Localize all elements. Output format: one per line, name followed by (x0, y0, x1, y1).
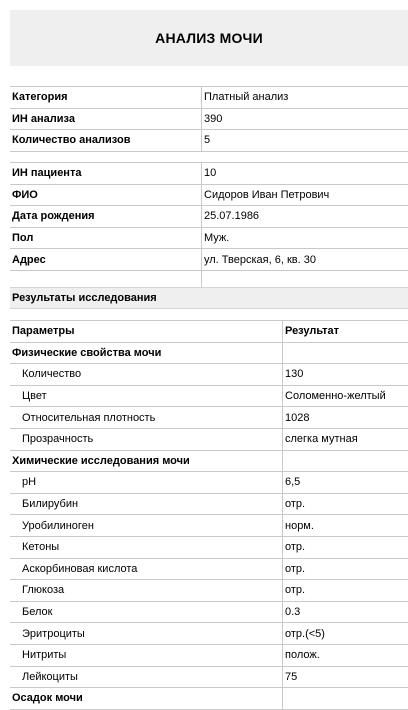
results-header-row (10, 321, 408, 343)
parameter-value: отр. (283, 493, 408, 515)
analysis-info-table (10, 86, 408, 152)
info-row (10, 206, 408, 228)
results-row (10, 623, 408, 645)
parameter-name: Белок (10, 601, 283, 623)
parameter-value: 130 (283, 364, 408, 386)
parameter-name: Относительная плотность (10, 407, 283, 429)
parameter-name: Уробилиноген (10, 515, 283, 537)
parameter-name: Глюкоза (10, 580, 283, 602)
info-row (10, 184, 408, 206)
results-group-row (10, 450, 408, 472)
results-row (10, 580, 408, 602)
results-group-label: Химические исследования мочи (10, 450, 283, 472)
parameter-value: 1028 (283, 407, 408, 429)
parameter-value: Соломенно-желтый (283, 385, 408, 407)
results-row (10, 364, 408, 386)
results-row (10, 407, 408, 429)
info-label: Категория (10, 87, 202, 109)
info-value: ул. Тверская, 6, кв. 30 (202, 249, 408, 271)
info-value: 25.07.1986 (202, 206, 408, 228)
results-group-label: Осадок мочи (10, 688, 283, 710)
parameter-value: 75 (283, 666, 408, 688)
info-row (10, 108, 408, 130)
parameter-value: 6,5 (283, 472, 408, 494)
empty-cell (283, 342, 408, 364)
results-row (10, 536, 408, 558)
parameter-value: отр. (283, 580, 408, 602)
parameter-value: отр. (283, 536, 408, 558)
results-row (10, 385, 408, 407)
param-header: Параметры (10, 321, 283, 343)
title-bar (10, 10, 408, 66)
results-section-title: Результаты исследования (10, 287, 408, 309)
results-row (10, 493, 408, 515)
empty-cell (283, 450, 408, 472)
info-row (10, 227, 408, 249)
info-row (10, 163, 408, 185)
results-row (10, 644, 408, 666)
results-group-label: Физические свойства мочи (10, 342, 283, 364)
parameter-value: норм. (283, 515, 408, 537)
info-label: ФИО (10, 184, 202, 206)
parameter-value: полож. (283, 644, 408, 666)
results-group-row (10, 342, 408, 364)
info-value: 5 (202, 130, 408, 152)
info-value: 10 (202, 163, 408, 185)
results-table (10, 320, 408, 710)
parameter-value: отр.(<5) (283, 623, 408, 645)
parameter-value: слегка мутная (283, 428, 408, 450)
info-row (10, 249, 408, 271)
parameter-name: Кетоны (10, 536, 283, 558)
info-value: Муж. (202, 227, 408, 249)
parameter-name: Цвет (10, 385, 283, 407)
info-label: ИН анализа (10, 108, 202, 130)
parameter-name: Прозрачность (10, 428, 283, 450)
parameter-name: Эритроциты (10, 623, 283, 645)
info-value: Сидоров Иван Петрович (202, 184, 408, 206)
info-label: ИН пациента (10, 163, 202, 185)
parameter-name: Лейкоциты (10, 666, 283, 688)
results-row (10, 666, 408, 688)
results-row (10, 558, 408, 580)
results-row (10, 601, 408, 623)
info-value: 390 (202, 108, 408, 130)
empty-cell (283, 688, 408, 710)
parameter-name: Аскорбиновая кислота (10, 558, 283, 580)
page-title: АНАЛИЗ МОЧИ (155, 30, 263, 46)
result-header: Результат (283, 321, 408, 343)
parameter-value: отр. (283, 558, 408, 580)
info-label: Адрес (10, 249, 202, 271)
info-label: Дата рождения (10, 206, 202, 228)
patient-info-table (10, 162, 408, 292)
results-group-row (10, 688, 408, 710)
results-row (10, 515, 408, 537)
info-label: Пол (10, 227, 202, 249)
parameter-value: 0.3 (283, 601, 408, 623)
parameter-name: pH (10, 472, 283, 494)
info-row (10, 130, 408, 152)
parameter-name: Количество (10, 364, 283, 386)
parameter-name: Нитриты (10, 644, 283, 666)
info-value: Платный анализ (202, 87, 408, 109)
parameter-name: Билирубин (10, 493, 283, 515)
results-row (10, 472, 408, 494)
info-label: Количество анализов (10, 130, 202, 152)
results-row (10, 428, 408, 450)
info-row (10, 87, 408, 109)
